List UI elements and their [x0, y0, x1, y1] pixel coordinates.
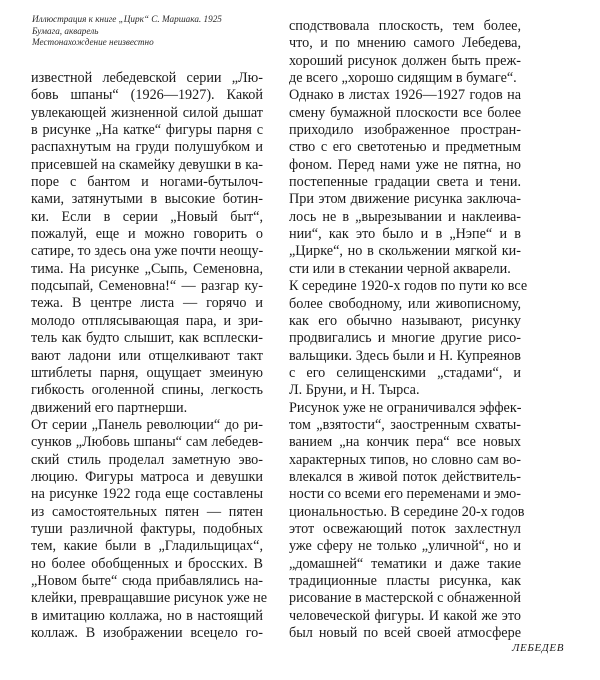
text-line: фоном. Перед нами уже не пятна, но — [289, 156, 521, 173]
text-line: циональностью. В середине 20-х годов — [289, 503, 525, 520]
text-line: нии“, как это было и в „Нэпе“ и в — [289, 226, 521, 243]
text-line: молодо отплясывающая пара, и зри- — [31, 312, 263, 329]
text-line: Рисунок уже не ограничивался эффек- — [289, 399, 522, 416]
text-line: ванием „на кончик пера“ все новых — [289, 434, 521, 451]
text-line: на рисунке 1922 года еще составлены — [31, 486, 263, 503]
text-line: подсыпай, Семеновна!“ — разгар ку- — [31, 278, 263, 295]
text-line: штиблеты парня, ощущает змеиную — [31, 364, 263, 381]
text-line: из самостоятельных пятен — пятен — [31, 503, 263, 520]
text-line: Однако в листах 1926—1927 годов на — [289, 87, 521, 104]
text-line: ский стиль проделал заметную эво- — [31, 451, 263, 468]
text-line: клейки, превращавшие рисунок уже не — [31, 590, 268, 607]
text-line: де всего „хорошо сидящим в бумаге“. — [289, 70, 517, 87]
text-line: этот освежающий поток захлестнул — [289, 520, 521, 537]
text-line: хороший рисунок должен быть преж- — [289, 52, 521, 69]
left-text-column — [31, 70, 268, 642]
text-line: поре с бантом и ногами-бутылоч- — [31, 174, 263, 191]
text-line: При этом движение рисунка заключа- — [289, 191, 521, 208]
text-line: „Новом быте“ сюда прибавлялись на- — [31, 572, 263, 589]
right-text-column — [289, 18, 528, 642]
text-line: как его обычно называют, рисунку — [289, 312, 521, 329]
illustration-caption — [32, 14, 272, 49]
text-line: туши различной фактуры, подобных — [31, 520, 263, 537]
text-line: пожалуй, еще и можно говорить о — [31, 226, 263, 243]
text-line: но более обобщенных и бросских. В — [31, 555, 263, 572]
text-line: что, и по мнению самого Лебедева, — [289, 35, 521, 52]
text-line: сти или в стекании черной акварели. — [289, 260, 511, 277]
caption-location: Местонахождение неизвестно — [32, 37, 154, 47]
caption-medium: Бумага, акварель — [32, 25, 99, 36]
text-line: бовь шпаны“ (1926—1927). Какой — [31, 87, 263, 104]
text-line: уже сферу не только „уличной“, но и — [289, 538, 521, 555]
text-line: тежа. В центре листа — горячо и — [31, 295, 263, 312]
text-line: ности со всеми его переменами и эмо- — [289, 486, 521, 503]
text-line: тем, какие были в „Гладильщицах“, — [31, 538, 263, 555]
text-line: гибкость оголенной спины, легкость — [31, 382, 263, 399]
text-line: смену бумажной плоскости все более — [289, 104, 521, 121]
text-line: сунков „Любовь шпаны“ сам лебедев- — [31, 434, 263, 451]
text-line: более свободному, или живописному, — [289, 295, 521, 312]
text-line: вальщики. Здесь были и Н. Купреянов — [289, 347, 521, 364]
text-line: известной лебедевской серии „Лю- — [31, 70, 263, 86]
text-line: тель как будто слышит, как всплески- — [31, 330, 263, 347]
text-line: тима. На рисунке „Сыпь, Семеновна, — [31, 260, 263, 277]
text-line: приходило изображенное простран- — [289, 122, 521, 139]
text-line: влекался в живой поток действитель- — [289, 468, 521, 485]
text-line: ство с его светотенью и предметным — [289, 139, 521, 156]
text-line: продвигались и многие другие рисо- — [289, 330, 521, 347]
text-line: сподствовала плоскость, тем более, — [289, 18, 521, 34]
text-line: постепенные градации света и тени. — [289, 174, 521, 191]
text-line: присевшей на скамейку девушки в ка- — [31, 156, 263, 173]
text-line: человеческой фигуры. И какой же это — [289, 607, 521, 624]
text-line: ки. Если в серии „Новый быт“, — [31, 208, 263, 225]
text-line: характерных типов, но словно сам во- — [289, 451, 521, 468]
text-line: в рисунке „На катке“ фигуры парня с — [31, 122, 263, 139]
text-line: ками, затянутыми в высокие ботин- — [31, 191, 263, 208]
text-line: том „взятости“, заостренным схваты- — [289, 416, 521, 433]
text-line: коллаж. В изображении всецело го- — [31, 625, 263, 641]
text-line: лось не в „вырезывании и наклеива- — [289, 208, 521, 225]
text-line: был новый по всей своей атмосфере — [289, 625, 521, 642]
text-line: рисование в мастерской с обнаженной — [289, 590, 521, 607]
text-line: традиционные пласты рисунка, как — [289, 573, 521, 589]
text-line: в имитацию коллажа, но в настоящий — [31, 607, 263, 624]
text-line: люцию. Фигуры матроса и девушки — [31, 468, 263, 485]
running-head: ЛЕБЕДЕВ — [512, 642, 565, 654]
text-line: От серии „Панель революции“ до ри- — [31, 416, 263, 433]
text-line: с его селищенскими „стадами“, и — [289, 364, 521, 381]
text-line: движений его партнерши. — [31, 399, 188, 416]
text-line: „домашней“ тематики и даже такие — [289, 555, 521, 572]
text-line: сатире, то здесь она уже почти неощу- — [31, 243, 264, 260]
text-line: увлекающей жизненной силой дышат — [31, 104, 263, 121]
caption-title: Иллюстрация к книге „Цирк“ С. Маршака. 1925 — [32, 14, 222, 24]
text-line: „Цирке“, но в скольжении мягкой ки- — [289, 243, 521, 260]
text-line: распахнутым на груди полушубком и — [31, 139, 263, 156]
text-line: вают ладони или отщелкивают такт — [31, 347, 263, 364]
text-line: Л. Бруни, и Н. Тырса. — [289, 382, 420, 399]
text-line: К середине 1920-х годов по пути ко все — [289, 278, 528, 295]
